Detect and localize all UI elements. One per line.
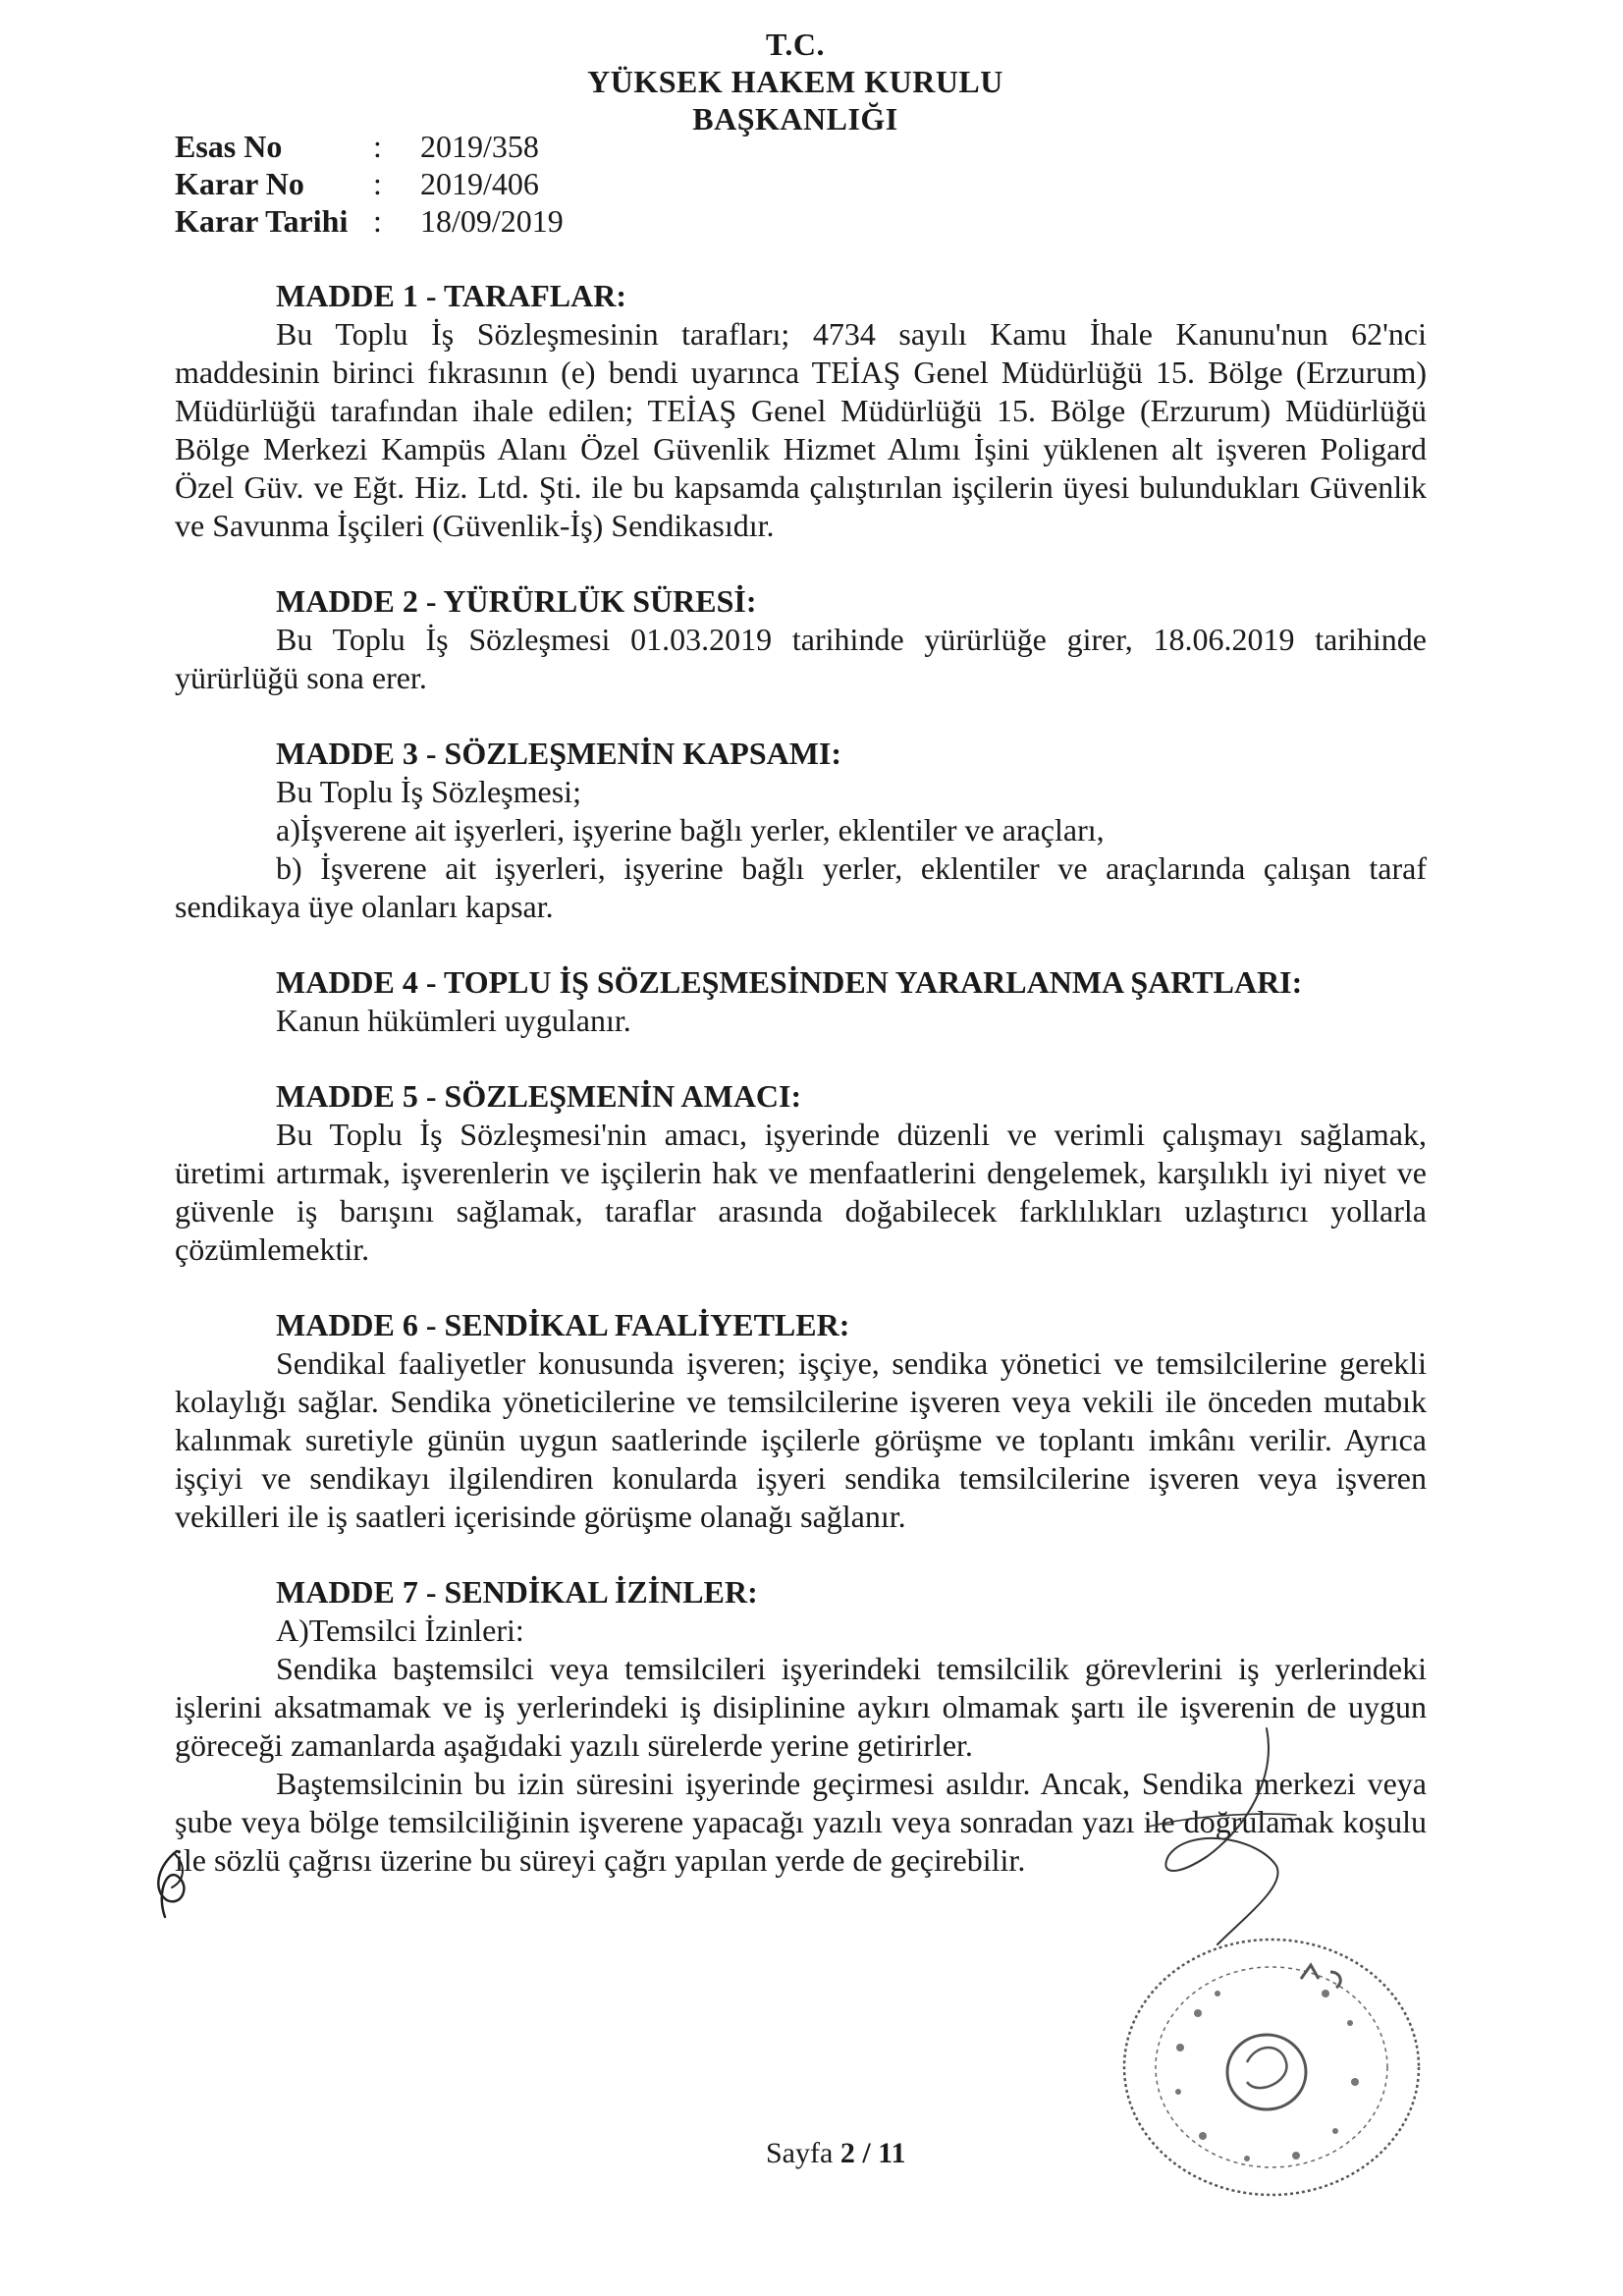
article-paragraph: b) İşverene ait işyerleri, işyerine bağlı yerler, eklentiler ve araçlarında çalışan taraf sendikaya üye olanları kapsar. xyxy=(175,850,1427,924)
article-paragraph: Bu Toplu İş Sözleşmesinin tarafları; 4734 sayılı Kamu İhale Kanunu'nun 62'nci maddesinin birinci fıkrasının (e) bendi uyarınca TEİAŞ Genel Müdürlüğü 15. Bölge (Erzurum) Müdürlüğü tarafından ihale edilen; TEİAŞ Genel Müdürlüğü 15. Bölge (Erzurum) Müdürlüğü Bölge Merkezi Kampüs Alanı Özel Güvenlik Hizmet Alımı İşini yüklenen alt işveren Poligard Özel Güv. ve Eğt. Hiz. Ltd. Şti. ile bu kapsamda çalıştırılan işçilerin üyesi bulundukları Güvenlik ve Savunma İşçileri (Güvenlik-İş) Sendikasıdır. xyxy=(175,316,1427,543)
page-number-value: 2 / 11 xyxy=(839,2137,906,2169)
article-subheading: A)Temsilci İzinleri: xyxy=(276,1613,524,1648)
case-info-value: 2019/358 xyxy=(420,129,539,164)
article-6 xyxy=(175,1306,1427,1536)
case-info-row xyxy=(175,128,564,165)
article-paragraph: Sendikal faaliyetler konusunda işveren; işçiye, sendika yönetici ve temsilcilerine gerekli kolaylığı sağlar. Sendika yöneticilerine ve temsilcilerine işveren veya vekili ile önceden mutabık kalınmak suretiyle günün uygun saatlerinde işçilerle görüşme ve toplantı imkânı verilir. Ayrıca işçiyi ve sendikayı ilgilendiren konularda işyeri sendika temsilcilerine işveren veya işveren vekilleri ile iş saatleri içerisinde görüşme olanağı sağlanır. xyxy=(175,1345,1427,1534)
article-paragraph: Kanun hükümleri uygulanır. xyxy=(276,1003,631,1038)
page-number xyxy=(766,2137,906,2170)
case-info xyxy=(175,128,564,240)
case-info-colon: : xyxy=(373,166,382,201)
case-info-label: Karar Tarihi xyxy=(175,203,349,239)
article-paragraph: Bu Toplu İş Sözleşmesi 01.03.2019 tarihinde yürürlüğe girer, 18.06.2019 tarihinde yürürlüğü sona erer. xyxy=(175,622,1427,695)
header-line-tc: T.C. xyxy=(765,27,826,62)
case-info-row xyxy=(175,202,564,240)
case-info-row xyxy=(175,165,564,202)
article-5 xyxy=(175,1077,1427,1269)
article-heading: MADDE 3 - SÖZLEŞMENİN KAPSAMI: xyxy=(276,736,842,771)
article-heading: MADDE 7 - SENDİKAL İZİNLER: xyxy=(276,1574,758,1610)
article-3 xyxy=(175,735,1427,926)
article-heading: MADDE 1 - TARAFLAR: xyxy=(276,278,627,313)
case-info-value: 2019/406 xyxy=(420,166,539,201)
case-info-label: Karar No xyxy=(175,166,304,201)
article-4 xyxy=(175,963,1427,1040)
article-2 xyxy=(175,582,1427,697)
document-body xyxy=(175,277,1427,1880)
article-paragraph: Baştemsilcinin bu izin süresini işyerinde geçirmesi asıldır. Ancak, Sendika merkezi veya şube veya bölge temsilciliğinin işverene yapacağı yazılı veya sonradan yazı ile doğrulamak koşulu ile sözlü çağrısı üzerine bu süreyi çağrı yapılan yerde de geçirebilir. xyxy=(175,1766,1427,1878)
article-heading: MADDE 5 - SÖZLEŞMENİN AMACI: xyxy=(276,1078,802,1114)
signature-icon xyxy=(1129,1719,1316,1954)
article-paragraph: Bu Toplu İş Sözleşmesi'nin amacı, işyerinde düzenli ve verimli çalışmayı sağlamak, üretimi artırmak, işverenlerin ve işçilerin hak ve menfaatlerini dengelemek, karşılıklı iyi niyet ve güvenle iş barışını sağlamak, taraflar arasında doğabilecek farklılıkları uzlaştırıcı yollarla çözümlemektir. xyxy=(175,1117,1427,1267)
header-line-institution: YÜKSEK HAKEM KURULU xyxy=(587,64,1003,99)
case-info-value: 18/09/2019 xyxy=(420,203,564,239)
article-heading: MADDE 4 - TOPLU İŞ SÖZLEŞMESİNDEN YARARLANMA ŞARTLARI: xyxy=(276,964,1303,1000)
page-number-prefix: Sayfa xyxy=(766,2137,840,2169)
case-info-label: Esas No xyxy=(175,129,283,164)
article-paragraph: a)İşverene ait işyerleri, işyerine bağlı yerler, eklentiler ve araçları, xyxy=(276,812,1105,847)
case-info-colon: : xyxy=(373,129,382,164)
article-heading: MADDE 6 - SENDİKAL FAALİYETLER: xyxy=(276,1307,850,1342)
header-line-office: BAŞKANLIĞI xyxy=(692,101,898,137)
handwritten-initial-icon xyxy=(147,1846,206,1925)
article-1 xyxy=(175,277,1427,545)
official-seal-icon xyxy=(1109,1925,1434,2210)
article-paragraph: Bu Toplu İş Sözleşmesi; xyxy=(276,774,581,809)
document-header xyxy=(550,26,1041,137)
case-info-colon: : xyxy=(373,203,382,239)
article-paragraph: Sendika baştemsilci veya temsilcileri işyerindeki temsilcilik görevlerini iş yerlerindeki işlerini aksatmamak ve iş yerlerindeki iş disiplinine aykırı olmamak şartı ile işverenin de uygun göreceği zamanlarda aşağıdaki yazılı sürelerde yerine getirirler. xyxy=(175,1651,1427,1763)
article-heading: MADDE 2 - YÜRÜRLÜK SÜRESİ: xyxy=(276,583,757,619)
